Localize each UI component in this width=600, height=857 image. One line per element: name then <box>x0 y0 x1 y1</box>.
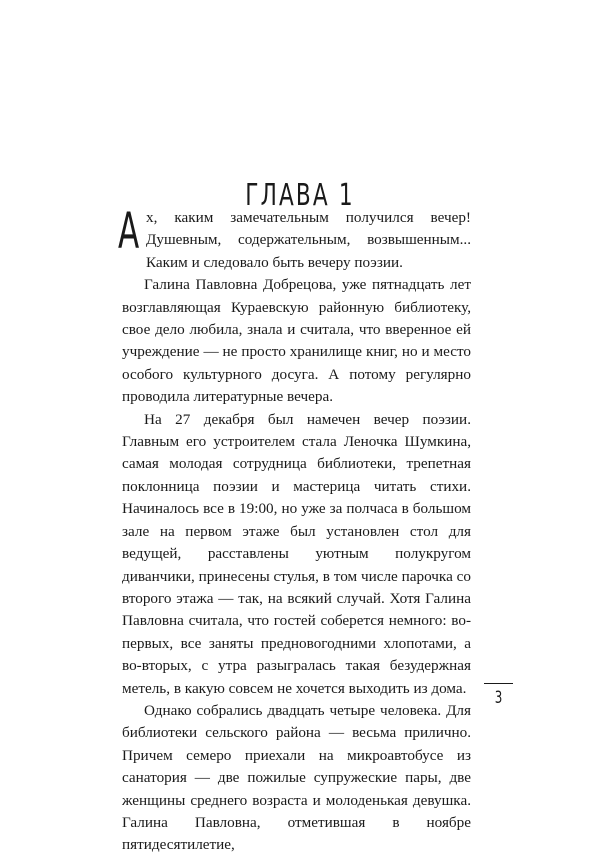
page-number-rule <box>484 683 513 684</box>
paragraph-4: Однако собрались двадцать четыре человека. Для библиотеки сельского района — весьма прилично. Причем семеро приехали на микроавтобусе из санатория — две пожилые супружеские пары, две женщины среднего возраста и молоденькая девушка. Галина Павловна, отметившая в ноябре пятидесятилетие, <box>122 701 471 854</box>
chapter-body <box>118 202 471 857</box>
drop-cap: А <box>118 202 140 260</box>
paragraph-1 <box>118 202 471 274</box>
page-number: 3 <box>494 688 503 708</box>
paragraph-3: На 27 декабря был намечен вечер поэзии. Главным его устроителем стала Леночка Шумкина, самая молодая сотрудница библиотеки, трепетная поклонница поэзии и мастерица читать стихи. Начиналось все в 19:00, но уже за полчаса в большом зале на первом этаже был установлен стол для ведущей, расставлены уютным полукругом диванчики, принесены стулья, в том числе парочка со второго этажа — так, на всякий случай. Хотя Галина Павловна считала, что гостей соберется немного: во-первых, все заняты предновогодними хлопотами, а во-вторых, с утра разыгралась такая безудержная метель, в какую совсем не хочется выходить из дома. <box>122 410 471 697</box>
chapter-title: ГЛАВА 1 <box>245 178 355 214</box>
paragraph-1-text: х, каким замечательным получился вечер! Душевным, содержательным, возвышенным... Каким и следовало быть вечеру поэзии. <box>146 209 471 271</box>
paragraph-2: Галина Павловна Добрецова, уже пятнадцать лет возглавляющая Кураевскую районную библиотеку, свое дело любила, знала и считала, что вверенное ей учреждение — не просто хранилище книг, но и место особого культурного досуга. А потому регулярно проводила литературные вечера. <box>122 276 471 406</box>
